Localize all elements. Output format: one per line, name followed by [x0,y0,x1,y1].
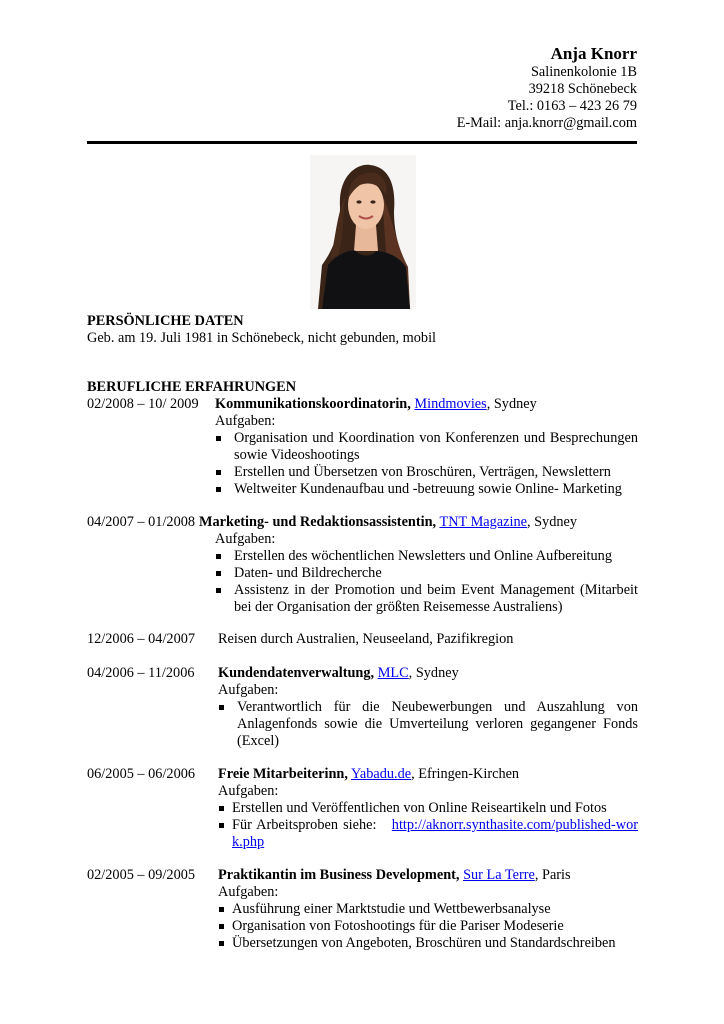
job-title: Kundendatenverwaltung, [218,665,375,681]
entry-date: 04/2006 – 11/2006 [87,665,195,681]
company-link[interactable]: MLC [377,665,409,681]
bullet-icon [216,588,221,593]
company-link[interactable]: TNT Magazine [439,514,527,530]
company-link[interactable]: Sur La Terre [463,867,535,883]
tasks-label: Aufgaben: [215,413,276,429]
bullet-icon [216,436,221,441]
job-location: , Sydney [486,396,537,412]
contact-header [457,44,637,132]
job-title: Marketing- und Redaktionsassistentin, [199,514,437,530]
bullet-icon [219,823,224,828]
job-title: Praktikantin im Business Development, [218,867,460,883]
city-address: 39218 Schönebeck [528,81,637,97]
bullet-icon [216,554,221,559]
bullet-icon [216,487,221,492]
task-list [215,430,638,498]
job-location: , Paris [534,867,571,883]
list-item: Ausführung einer Marktstudie und Wettbewerbsanalyse [218,901,638,918]
personal-details: Geb. am 19. Juli 1981 in Schönebeck, nicht gebunden, mobil [87,330,437,346]
bullet-icon [219,907,224,912]
task-list [218,800,638,851]
personal-section-title: PERSÖNLICHE DATEN [87,313,244,329]
list-item: Organisation und Koordination von Konferenzen und Besprechungen sowie Videoshootings [215,430,638,464]
experience-section-title: BERUFLICHE ERFAHRUNGEN [87,379,297,395]
bullet-icon [219,924,224,929]
tasks-label: Aufgaben: [218,884,279,900]
tasks-label: Aufgaben: [218,682,279,698]
tasks-label: Aufgaben: [215,531,276,547]
applicant-name: Anja Knorr [550,44,637,63]
bullet-icon [216,571,221,576]
list-item: Erstellen und Übersetzen von Broschüren, Verträgen, Newslettern [215,464,638,481]
company-link[interactable]: Yabadu.de [351,766,412,782]
list-item: Assistenz in der Promotion und beim Event Management (Mitarbeit bei der Organisation der größten Reisemesse Australiens) [215,582,638,616]
task-list [218,901,638,952]
phone-number: Tel.: 0163 – 423 26 79 [507,98,637,114]
entry-date: 04/2007 – 01/2008 [87,514,196,530]
street-address: Salinenkolonie 1B [530,64,637,80]
applicant-photo [310,155,416,309]
list-item: Erstellen und Veröffentlichen von Online Reiseartikeln und Fotos [218,800,638,817]
list-item: Erstellen des wöchentlichen Newsletters und Online Aufbereitung [215,548,638,565]
list-item: Daten- und Bildrecherche [215,565,638,582]
entry-text: Reisen durch Australien, Neuseeland, Pazifikregion [218,631,514,647]
list-item: Weltweiter Kundenaufbau und -betreuung sowie Online- Marketing [215,481,638,498]
entry-date: 12/2006 – 04/2007 [87,631,196,647]
list-item: Verantwortlich für die Neubewerbungen und Auszahlung von Anlagenfonds sowie die Umverteilung verloren gegangener Fonds (Excel) [218,699,638,750]
job-location: , Sydney [408,665,459,681]
tasks-label: Aufgaben: [218,783,279,799]
task-list [215,548,638,616]
list-item: Organisation von Fotoshootings für die Pariser Modeserie [218,918,638,935]
entry-date: 02/2008 – 10/ 2009 [87,396,199,412]
task-list [218,699,638,750]
job-title: Freie Mitarbeiterinn, [218,766,348,782]
entry-date: 06/2005 – 06/2006 [87,766,196,782]
list-item: Übersetzungen von Angeboten, Broschüren und Standardschreiben [218,935,638,952]
company-link[interactable]: Mindmovies [414,396,487,412]
work-samples-link[interactable]: http://aknorr.synthasite.com/published-work.php [232,817,638,850]
job-location: , Sydney [526,514,577,530]
entry-date: 02/2005 – 09/2005 [87,867,196,883]
job-location: , Efringen-Kirchen [411,766,520,782]
job-title: Kommunikationskoordinatorin, [215,396,411,412]
bullet-icon [219,806,224,811]
header-divider [87,141,637,144]
bullet-icon [219,705,224,710]
email-address: E-Mail: anja.knorr@gmail.com [456,115,637,131]
samples-prefix: Für Arbeitsproben siehe: [232,817,377,833]
bullet-icon [219,941,224,946]
bullet-icon [216,470,221,475]
list-item [218,817,638,851]
